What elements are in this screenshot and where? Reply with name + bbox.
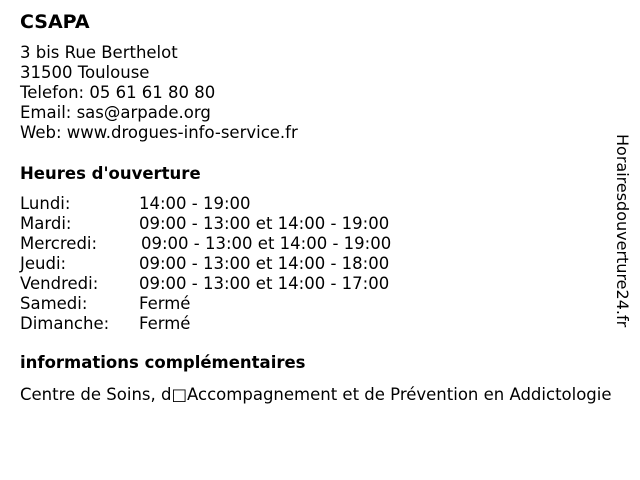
site-watermark: Horairesdouverture24.fr [613, 134, 632, 328]
day-label: Lundi: [20, 194, 71, 213]
business-name: CSAPA [20, 11, 90, 33]
additional-info-heading: informations complémentaires [20, 353, 306, 372]
day-label: Samedi: [20, 294, 88, 313]
additional-info-text: Centre de Soins, d□Accompagnement et de Prévention en Addictologie [20, 385, 612, 404]
time-value: 09:00 - 13:00 et 14:00 - 19:00 [139, 214, 390, 233]
day-label: Mercredi: [20, 234, 98, 253]
street-address: 3 bis Rue Berthelot [20, 43, 178, 62]
time-value: 14:00 - 19:00 [139, 194, 251, 213]
opening-hours-heading: Heures d'ouverture [20, 164, 201, 183]
time-value: 09:00 - 13:00 et 14:00 - 17:00 [139, 274, 390, 293]
day-label: Mardi: [20, 214, 72, 233]
day-label: Dimanche: [20, 314, 110, 333]
phone-number: Telefon: 05 61 61 80 80 [20, 83, 216, 102]
website: Web: www.drogues-info-service.fr [20, 123, 298, 142]
time-value: Fermé [139, 314, 191, 333]
time-value: 09:00 - 13:00 et 14:00 - 18:00 [139, 254, 390, 273]
city-postcode: 31500 Toulouse [20, 63, 150, 82]
time-value: Fermé [139, 294, 191, 313]
email-address: Email: sas@arpade.org [20, 103, 211, 122]
day-label: Vendredi: [20, 274, 99, 293]
day-label: Jeudi: [20, 254, 67, 273]
address-block [20, 43, 298, 143]
time-value: 09:00 - 13:00 et 14:00 - 19:00 [141, 234, 392, 253]
